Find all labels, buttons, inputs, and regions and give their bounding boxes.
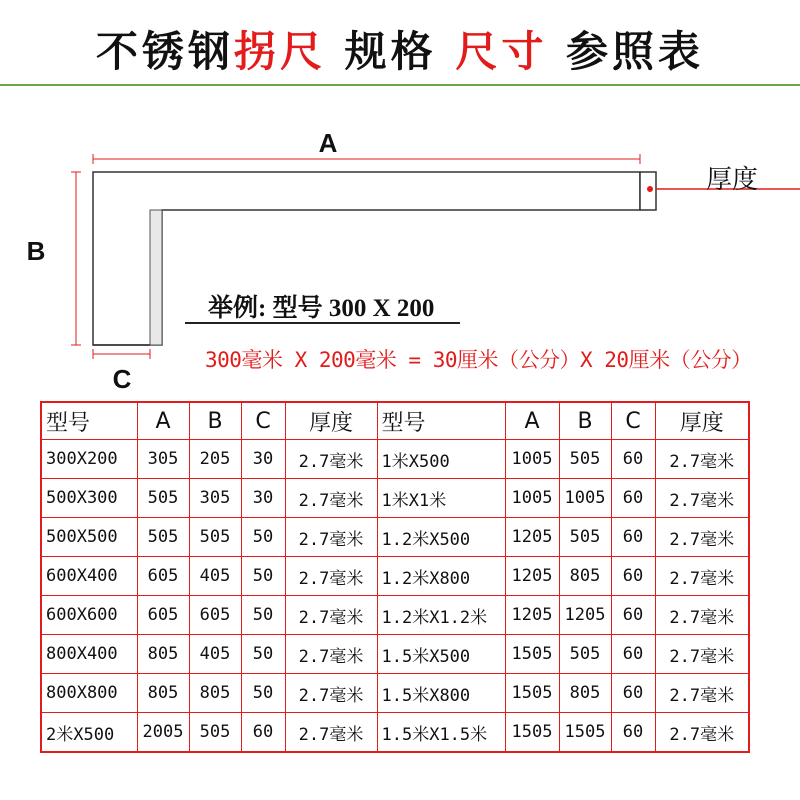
table-cell: 505 xyxy=(559,635,611,674)
example-formula: 300毫米 X 200毫米 = 30厘米（公分）X 20厘米（公分） xyxy=(205,348,752,372)
thickness-marker-dot xyxy=(647,186,653,192)
table-cell: 805 xyxy=(137,635,189,674)
table-cell: 60 xyxy=(611,518,655,557)
table-cell: 405 xyxy=(189,635,241,674)
table-cell: 1.2米X1.2米 xyxy=(377,596,505,635)
ruler-inner-edge xyxy=(150,210,162,345)
table-cell: 2.7毫米 xyxy=(655,479,749,518)
table-cell: 2.7毫米 xyxy=(655,440,749,479)
spec-table xyxy=(40,401,750,753)
table-cell: 800X400 xyxy=(41,635,137,674)
table-header-cell: 厚度 xyxy=(285,402,377,440)
table-header-cell: A xyxy=(137,402,189,440)
table-cell: 2.7毫米 xyxy=(285,440,377,479)
table-cell: 1505 xyxy=(505,635,559,674)
table-cell: 1505 xyxy=(559,713,611,753)
table-cell: 30 xyxy=(241,440,285,479)
table-row xyxy=(41,557,749,596)
table-row xyxy=(41,518,749,557)
table-cell: 1505 xyxy=(505,713,559,753)
table-cell: 605 xyxy=(137,596,189,635)
title-part-spec: 规格 xyxy=(344,27,437,76)
table-cell: 2.7毫米 xyxy=(655,557,749,596)
table-cell: 60 xyxy=(611,713,655,753)
table-cell: 505 xyxy=(189,713,241,753)
table-cell: 1205 xyxy=(505,557,559,596)
table-cell: 50 xyxy=(241,635,285,674)
table-cell: 600X600 xyxy=(41,596,137,635)
table-header-cell: C xyxy=(241,402,285,440)
table-header-cell: B xyxy=(559,402,611,440)
table-row xyxy=(41,674,749,713)
table-header-cell: C xyxy=(611,402,655,440)
table-cell: 1205 xyxy=(505,518,559,557)
table-cell: 50 xyxy=(241,596,285,635)
table-cell: 2.7毫米 xyxy=(655,518,749,557)
table-row xyxy=(41,713,749,753)
thickness-label: 厚度 xyxy=(706,165,759,195)
table-cell: 2.7毫米 xyxy=(285,596,377,635)
table-cell: 60 xyxy=(611,596,655,635)
table-header-cell: 型号 xyxy=(377,402,505,440)
table-cell: 1.2米X800 xyxy=(377,557,505,596)
title-part-size: 尺寸 xyxy=(455,27,548,76)
table-cell: 1205 xyxy=(559,596,611,635)
table-cell: 800X800 xyxy=(41,674,137,713)
table-cell: 2.7毫米 xyxy=(285,557,377,596)
table-cell: 805 xyxy=(559,557,611,596)
example-underline xyxy=(185,322,460,324)
table-cell: 2.7毫米 xyxy=(655,635,749,674)
title-part-reference-table: 参照表 xyxy=(565,27,704,76)
table-cell: 1005 xyxy=(559,479,611,518)
table-cell: 60 xyxy=(611,440,655,479)
table-cell: 1205 xyxy=(505,596,559,635)
label-a: A xyxy=(318,128,338,158)
table-row xyxy=(41,440,749,479)
table-cell: 805 xyxy=(189,674,241,713)
table-cell: 2.7毫米 xyxy=(285,518,377,557)
table-cell: 60 xyxy=(611,479,655,518)
table-cell: 2.7毫米 xyxy=(655,713,749,753)
table-cell: 1.5米X1.5米 xyxy=(377,713,505,753)
table-cell: 30 xyxy=(241,479,285,518)
table-cell: 50 xyxy=(241,557,285,596)
table-row xyxy=(41,479,749,518)
table-header-cell: A xyxy=(505,402,559,440)
page-title xyxy=(0,22,800,82)
table-cell: 1米X500 xyxy=(377,440,505,479)
table-cell: 605 xyxy=(137,557,189,596)
table-cell: 60 xyxy=(241,713,285,753)
table-cell: 2.7毫米 xyxy=(285,713,377,753)
example-caption: 举例: 型号 300 X 200 xyxy=(208,295,435,322)
table-cell: 2.7毫米 xyxy=(655,674,749,713)
table-header-row xyxy=(41,402,749,440)
table-row xyxy=(41,635,749,674)
table-cell: 60 xyxy=(611,557,655,596)
table-cell: 305 xyxy=(189,479,241,518)
table-cell: 2005 xyxy=(137,713,189,753)
table-header-cell: 型号 xyxy=(41,402,137,440)
table-cell: 805 xyxy=(137,674,189,713)
label-b: B xyxy=(26,236,46,266)
table-cell: 1005 xyxy=(505,479,559,518)
title-divider xyxy=(0,84,800,86)
table-cell: 805 xyxy=(559,674,611,713)
table-cell: 1.5米X500 xyxy=(377,635,505,674)
table-row xyxy=(41,596,749,635)
table-cell: 1.5米X800 xyxy=(377,674,505,713)
table-cell: 1.2米X500 xyxy=(377,518,505,557)
table-cell: 600X400 xyxy=(41,557,137,596)
table-cell: 2.7毫米 xyxy=(655,596,749,635)
table-header-cell: 厚度 xyxy=(655,402,749,440)
table-cell: 505 xyxy=(559,518,611,557)
table-header-cell: B xyxy=(189,402,241,440)
table-cell: 505 xyxy=(137,518,189,557)
table-cell: 2.7毫米 xyxy=(285,635,377,674)
label-c: C xyxy=(112,364,132,394)
table-cell: 50 xyxy=(241,674,285,713)
title-part-angle-ruler: 拐尺 xyxy=(234,27,327,76)
table-cell: 300X200 xyxy=(41,440,137,479)
title-part-stainless-steel: 不锈钢 xyxy=(96,27,235,76)
table-cell: 1005 xyxy=(505,440,559,479)
table-cell: 505 xyxy=(189,518,241,557)
table-cell: 2.7毫米 xyxy=(285,479,377,518)
table-cell: 500X300 xyxy=(41,479,137,518)
table-cell: 2.7毫米 xyxy=(285,674,377,713)
table-cell: 50 xyxy=(241,518,285,557)
table-cell: 2米X500 xyxy=(41,713,137,753)
table-cell: 205 xyxy=(189,440,241,479)
table-cell: 1505 xyxy=(505,674,559,713)
table-cell: 405 xyxy=(189,557,241,596)
table-cell: 500X500 xyxy=(41,518,137,557)
table-cell: 505 xyxy=(559,440,611,479)
table-cell: 1米X1米 xyxy=(377,479,505,518)
table-cell: 605 xyxy=(189,596,241,635)
table-cell: 505 xyxy=(137,479,189,518)
table-cell: 60 xyxy=(611,674,655,713)
table-cell: 60 xyxy=(611,635,655,674)
table-cell: 305 xyxy=(137,440,189,479)
